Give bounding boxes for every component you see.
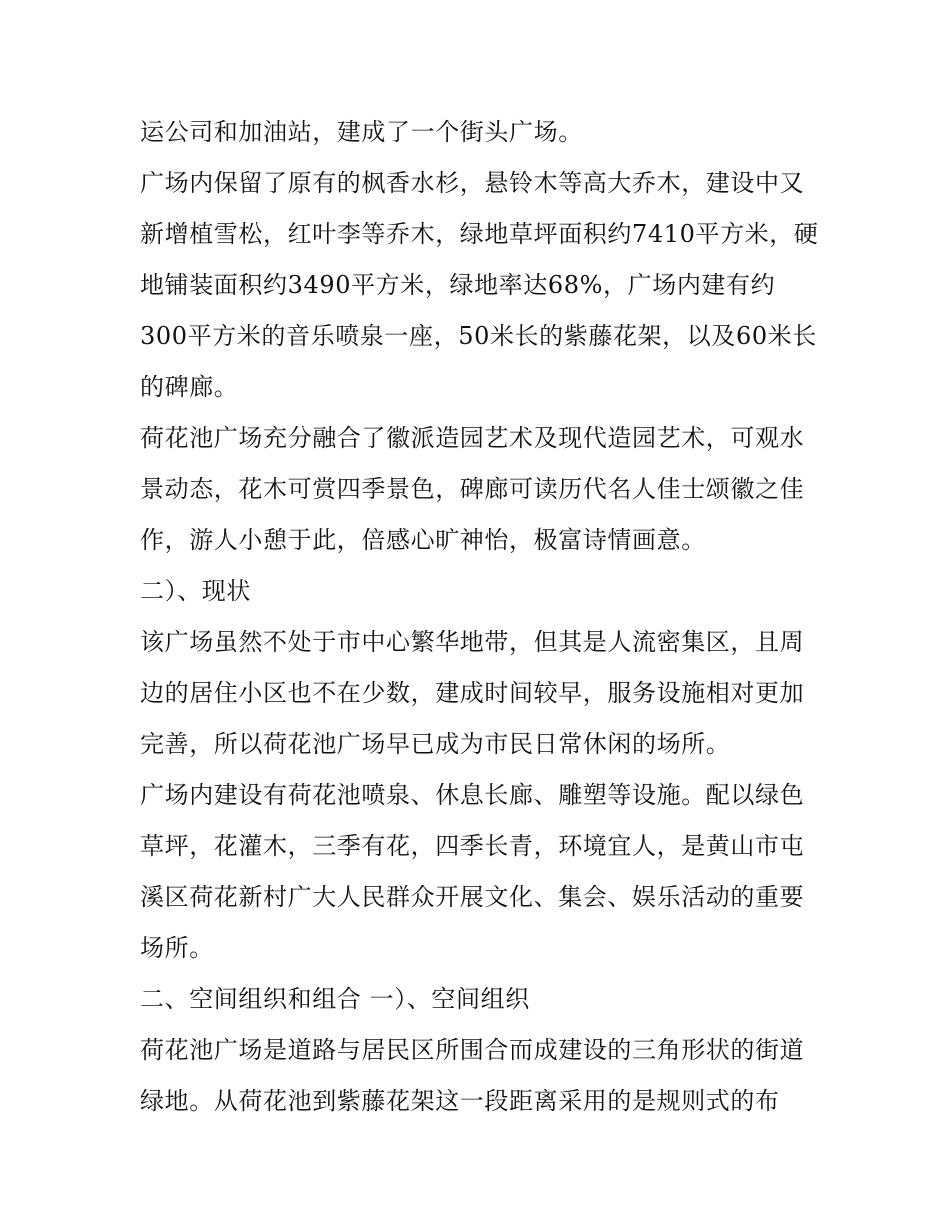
paragraph-facilities: 广场内建设有荷花池喷泉、休息长廊、雕塑等设施。配以绿色草坪，花灌木，三季有花，四季长青，环境宜人，是黄山市屯溪区荷花新村广大人民群众开展文化、集会、娱乐活动的重要场所。 [140,781,805,962]
paragraph-layout: 荷花池广场是道路与居民区所围合而成建设的三角形状的街道绿地。从荷花池到紫藤花架这一段距离采用的是规则式的布 [140,1036,805,1115]
paragraph-plantings: 广场内保留了原有的枫香水杉，悬铃木等高大乔木，建设中又新增植雪松，红叶李等乔木，绿地草坪面积约7410平方米，硬地铺装面积约3490平方米，绿地率达68%，广场内建有约300平方米的音乐喷泉一座，50米长的紫藤花架，以及60米长的碑廊。 [140,169,819,401]
paragraph-intro-continued: 运公司和加油站，建成了一个街头广场。 [140,118,583,146]
paragraph-garden-art: 荷花池广场充分融合了徽派造园艺术及现代造园艺术，可观水景动态，花木可赏四季景色，碑廊可读历代名人佳士颂徽之佳作，游人小憩于此，倍感心旷神怡，极富诗情画意。 [140,424,805,554]
section-heading-status: 二）、现状 [140,577,251,605]
paragraph-location: 该广场虽然不处于市中心繁华地带，但其是人流密集区，且周边的居住小区也不在少数，建成时间较早，服务设施相对更加完善，所以荷花池广场早已成为市民日常休闲的场所。 [140,628,805,758]
section-heading-space: 二、空间组织和组合 一）、空间组织 [140,985,530,1013]
